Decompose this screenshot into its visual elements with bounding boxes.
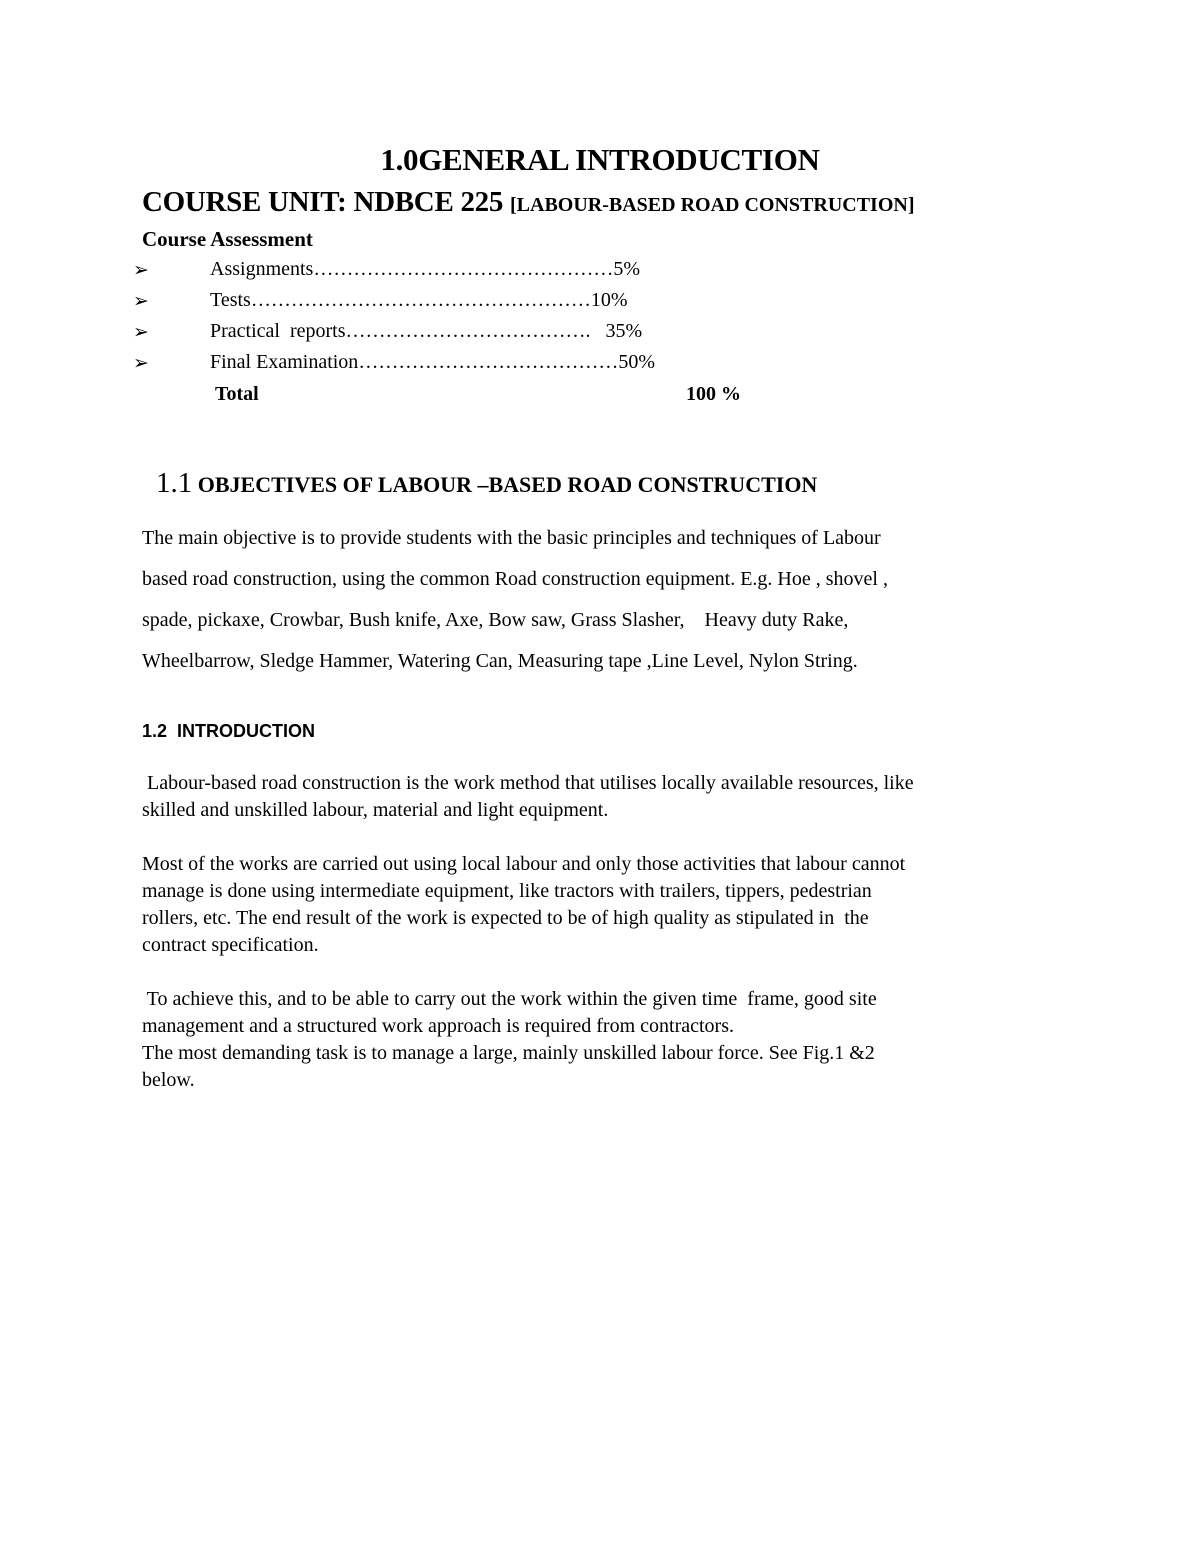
assessment-item-final-examination [210, 351, 655, 374]
assessment-item-value: 10% [590, 289, 628, 311]
text-line: based road construction, using the common Road construction equipment. E.g. Hoe , shovel , [142, 568, 888, 590]
arrow-bullet-icon: ➢ [133, 291, 149, 312]
dot-leader: …………………………………………… [250, 289, 591, 311]
page-title: 1.0GENERAL INTRODUCTION [380, 142, 820, 177]
course-unit-heading [142, 186, 914, 219]
text-line: spade, pickaxe, Crowbar, Bush knife, Axe, Bow saw, Grass Slasher, Heavy duty Rake, [142, 609, 849, 631]
assessment-item-label: Practical reports [210, 320, 346, 342]
assessment-item-assignments [210, 258, 640, 281]
section-1-1-heading [156, 467, 817, 500]
arrow-bullet-icon: ➢ [133, 353, 149, 374]
section-1-2-heading: 1.2 INTRODUCTION [142, 721, 316, 741]
text-line: Most of the works are carried out using local labour and only those activities that labour cannot [142, 853, 906, 875]
text-line: rollers, etc. The end result of the work is expected to be of high quality as stipulated in the [142, 907, 869, 929]
text-line: contract specification. [142, 934, 319, 956]
section-title: OBJECTIVES OF LABOUR –BASED ROAD CONSTRUCTION [192, 472, 818, 497]
text-line: skilled and unskilled labour, material and light equipment. [142, 799, 609, 821]
text-line: management and a structured work approach is required from contractors. [142, 1015, 734, 1037]
assessment-item-label: Final Examination [210, 351, 359, 373]
course-assessment-heading: Course Assessment [142, 227, 313, 251]
assessment-item-value: 5% [613, 258, 641, 280]
arrow-bullet-icon: ➢ [133, 322, 149, 343]
assessment-item-label: Assignments [210, 258, 314, 280]
text-line: below. [142, 1069, 195, 1091]
text-line: manage is done using intermediate equipment, like tractors with trailers, tippers, pedestrian [142, 880, 872, 902]
introduction-paragraph-1 [142, 770, 1072, 824]
assessment-item-label: Tests [210, 289, 251, 311]
section-number: 1.1 [156, 467, 193, 499]
text-line: The main objective is to provide students with the basic principles and techniques of Labour [142, 527, 881, 549]
text-line: Labour-based road construction is the work method that utilises locally available resources, like [142, 772, 914, 794]
dot-leader: ………………………………. [345, 320, 591, 342]
text-line: To achieve this, and to be able to carry out the work within the given time frame, good site [142, 988, 877, 1010]
assessment-total-label: Total [215, 383, 259, 405]
introduction-paragraph-3 [142, 986, 1072, 1094]
assessment-total-value: 100 % [686, 383, 741, 405]
dot-leader: ………………………………… [358, 351, 619, 373]
course-unit-code: COURSE UNIT: NDBCE 225 [142, 186, 510, 218]
arrow-bullet-icon: ➢ [133, 260, 149, 281]
text-line: The most demanding task is to manage a large, mainly unskilled labour force. See Fig.1 &2 [142, 1042, 875, 1064]
assessment-item-value: 50% [618, 351, 655, 373]
objectives-paragraph [142, 518, 1042, 682]
dot-leader: ……………………………………… [313, 258, 614, 280]
course-unit-name: [LABOUR-BASED ROAD CONSTRUCTION] [510, 194, 915, 216]
assessment-item-practical-reports [210, 320, 642, 343]
text-line: Wheelbarrow, Sledge Hammer, Watering Can, Measuring tape ,Line Level, Nylon String. [142, 650, 858, 672]
assessment-item-tests [210, 289, 628, 312]
introduction-paragraph-2 [142, 851, 1072, 959]
assessment-item-value: 35% [590, 320, 643, 342]
